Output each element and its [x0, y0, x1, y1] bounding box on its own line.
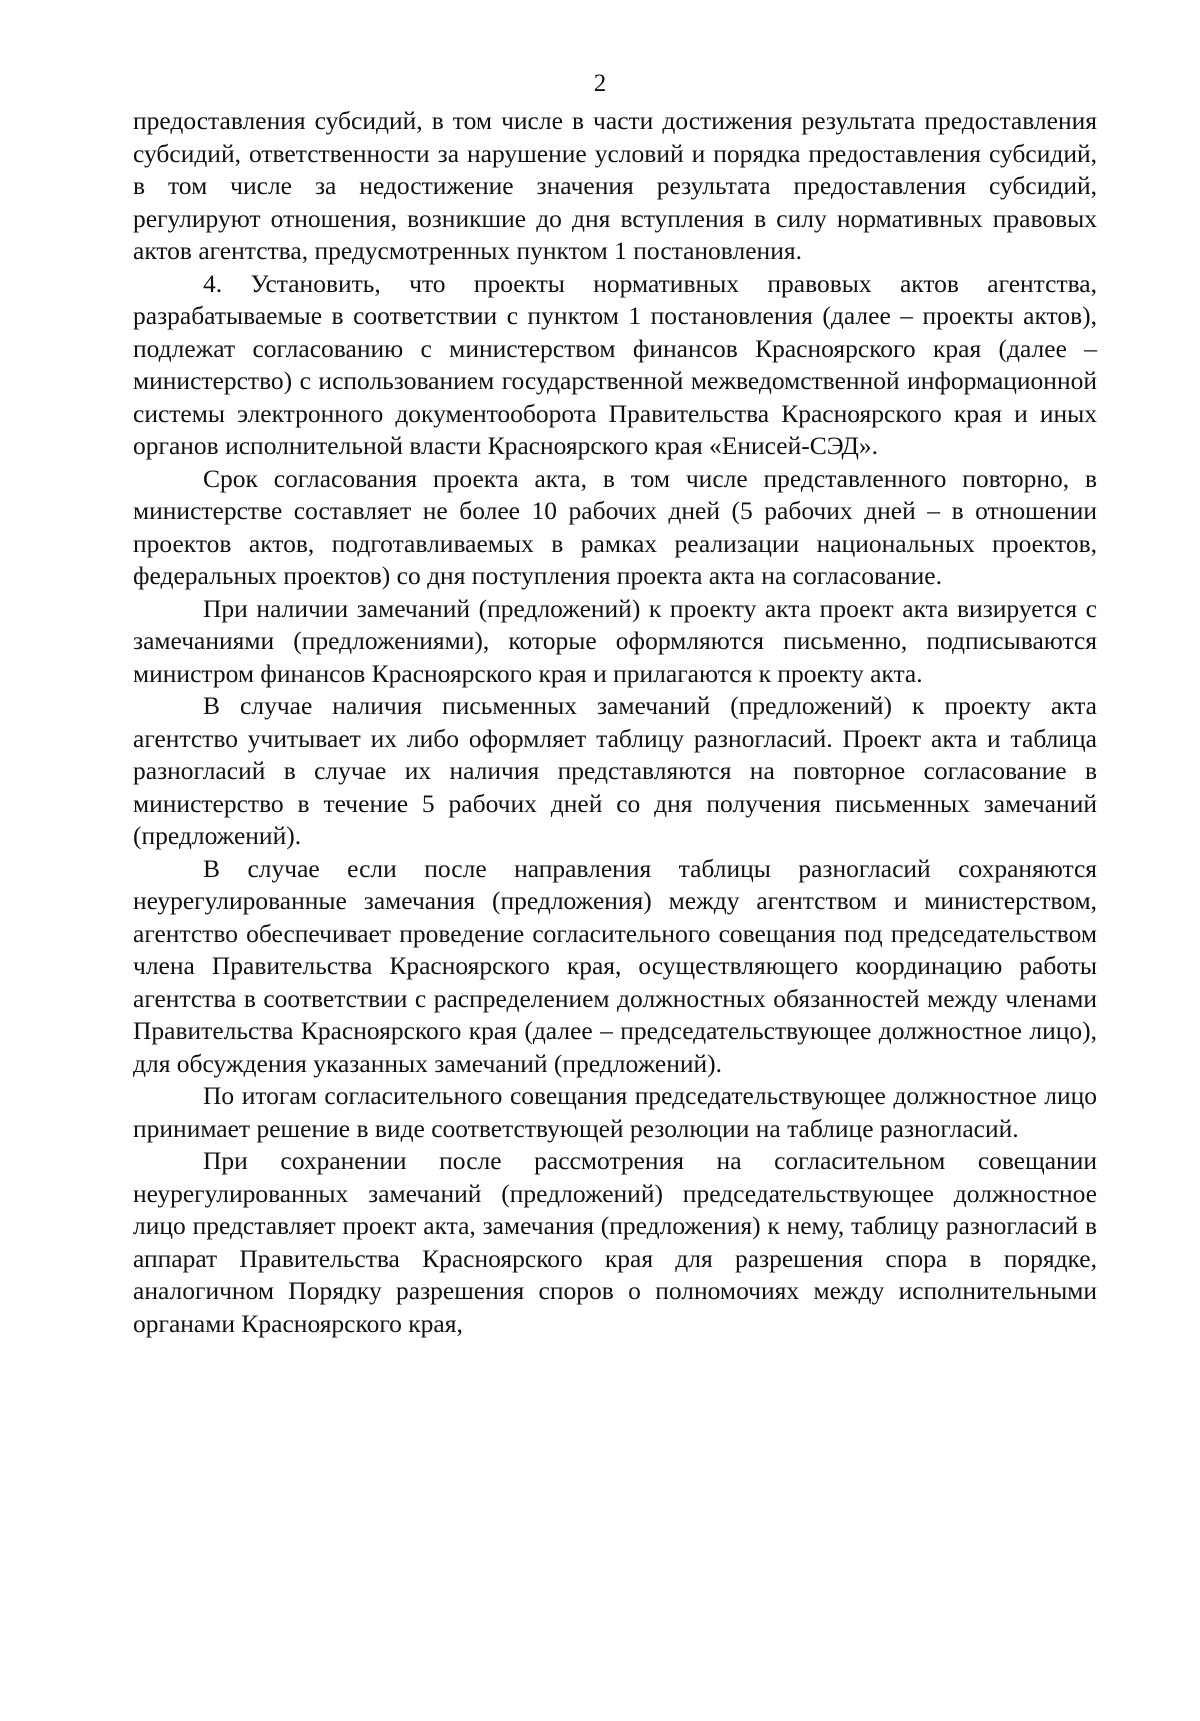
page-number: 2	[593, 70, 607, 97]
paragraph-item-4: 4. Установить, что проекты нормативных правовых актов агентства, разрабатываемые в соответствии с пунктом 1 постановления (далее – проекты актов), подлежат согласованию с министерством финансов Красноярского края (далее – министерство) с использованием государственной межведомственной информационной системы электронного документооборота Правительства Красноярского края и иных органов исполнительной власти Красноярского края «Енисей-СЭД».	[133, 268, 1097, 460]
paragraph-written-remarks: В случае наличия письменных замечаний (предложений) к проекту акта агентство учитывает их либо оформляет таблицу разногласий. Проект акта и таблица разногласий в случае их наличия представляются на повторное согласование в министерство в течение 5 рабочих дней со дня получения письменных замечаний (предложений).	[133, 691, 1097, 850]
paragraph-continuation: предоставления субсидий, в том числе в части достижения результата предоставления субсидий, ответственности за нарушение условий и порядка предоставления субсидий, в том числе за недостижение значения результата предоставления субсидий, регулируют отношения, возникшие до дня вступления в силу нормативных правовых актов агентства, предусмотренных пунктом 1 постановления.	[133, 106, 1097, 265]
paragraph-approval-term: Срок согласования проекта акта, в том числе представленного повторно, в министерстве составляет не более 10 рабочих дней (5 рабочих дней – в отношении проектов актов, подготавливаемых в рамках реализации национальных проектов, федеральных проектов) со дня поступления проекта акта на согласование.	[133, 463, 1097, 590]
paragraph-conciliation-meeting: В случае если после направления таблицы разногласий сохраняются неурегулированные замечания (предложения) между агентством и министерством, агентство обеспечивает проведение согласительного совещания под председательством члена Правительства Красноярского края, осуществляющего координацию работы агентства в соответствии с распределением должностных обязанностей между членами Правительства Красноярского края (далее – председательствующее должностное лицо), для обсуждения указанных замечаний (предложений).	[133, 853, 1097, 1078]
paragraph-remarks: При наличии замечаний (предложений) к проекту акта проект акта визируется с замечаниями (предложениями), которые оформляются письменно, подписываются министром финансов Красноярского края и прилагаются к проекту акта.	[133, 593, 1097, 688]
paragraph-dispute-resolution: При сохранении после рассмотрения на согласительном совещании неурегулированных замечаний (предложений) председательствующее должностное лицо представляет проект акта, замечания (предложения) к нему, таблицу разногласий в аппарат Правительства Красноярского края для разрешения спора в порядке, аналогичном Порядку разрешения споров о полномочиях между исполнительными органами Красноярского края,	[133, 1146, 1097, 1338]
document-body	[133, 105, 1097, 1340]
paragraph-meeting-results: По итогам согласительного совещания председательствующее должностное лицо принимает решение в виде соответствующей резолюции на таблице разногласий.	[133, 1081, 1097, 1143]
